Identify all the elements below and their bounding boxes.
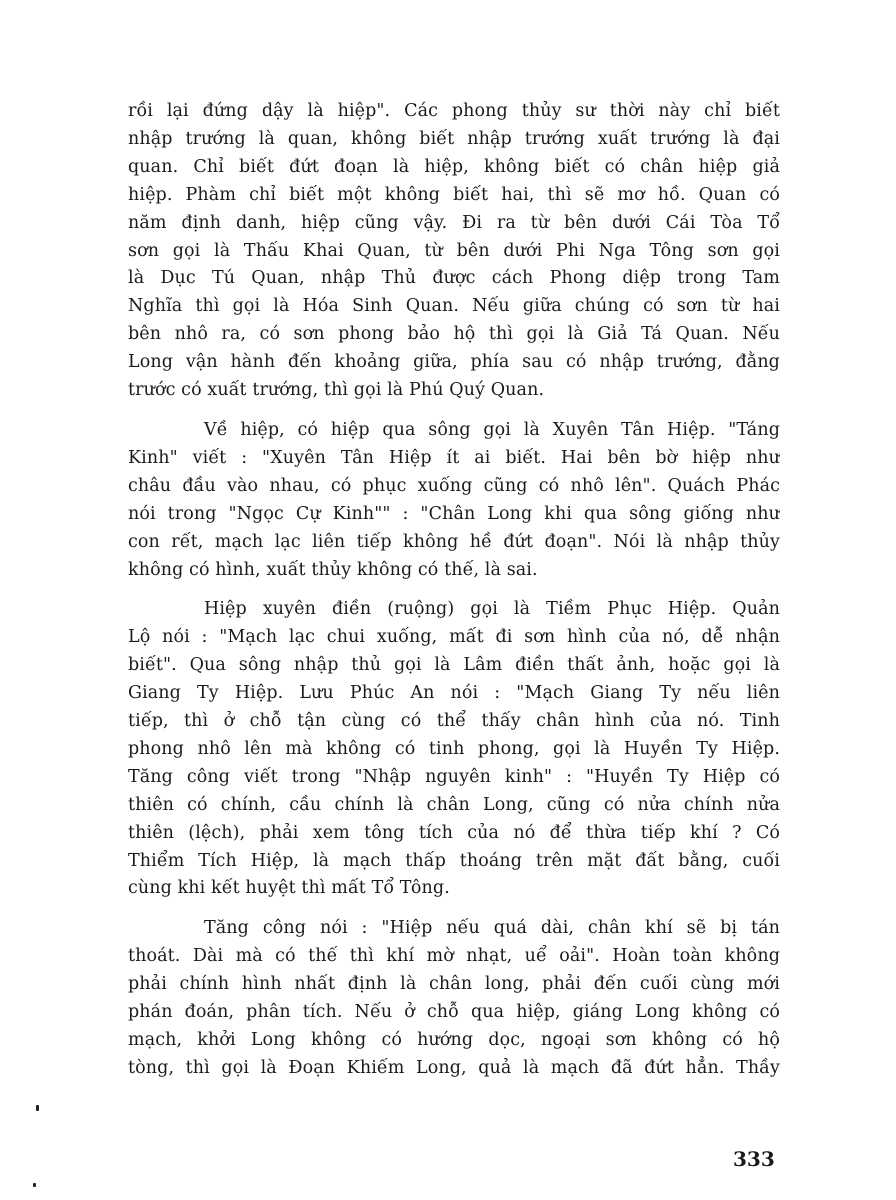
text-line: bên nhô ra, có sơn phong bảo hộ thì gọi là Giả Tá Quan. Nếu xyxy=(128,324,780,345)
text-line: thiên có chính, cầu chính là chân Long, cũng có nửa chính nửa xyxy=(128,794,780,815)
paragraph-3 xyxy=(128,596,780,903)
page-number: 333 xyxy=(733,1147,775,1171)
text-line: Tăng công nói : "Hiệp nếu quá dài, chân khí sẽ bị tán xyxy=(204,918,780,939)
text-line: Kinh" viết : "Xuyên Tân Hiệp ít ai biết. Hai bên bờ hiệp như xyxy=(128,447,780,468)
text-line: Long vận hành đến khoảng giữa, phía sau có nhập trướng, đằng xyxy=(128,352,780,373)
scan-speck xyxy=(33,1183,36,1187)
text-line: Thiểm Tích Hiệp, là mạch thấp thoáng trên mặt đất bằng, cuối xyxy=(128,850,780,871)
text-line: châu đầu vào nhau, có phục xuống cũng có nhô lên". Quách Phác xyxy=(128,475,780,496)
text-line: sơn gọi là Thấu Khai Quan, từ bên dưới Phi Nga Tông sơn gọi xyxy=(128,240,780,261)
paragraph-2 xyxy=(128,417,780,584)
page-body xyxy=(128,98,780,1095)
text-line: tiếp, thì ở chỗ tận cùng có thể thấy chân hình của nó. Tinh xyxy=(128,711,780,732)
text-line: mạch, khởi Long không có hướng dọc, ngoại sơn không có hộ xyxy=(128,1030,780,1050)
text-line: nhập trướng là quan, không biết nhập trướng xuất trướng là đại xyxy=(128,128,780,149)
text-line: biết". Qua sông nhập thủ gọi là Lâm điền thất ảnh, hoặc gọi là xyxy=(128,655,780,676)
text-line: là Dục Tú Quan, nhập Thủ được cách Phong diệp trong Tam xyxy=(128,268,780,289)
text-line: con rết, mạch lạc liên tiếp không hề đứt đoạn". Nói là nhập thủy xyxy=(128,531,780,552)
text-line: nói trong "Ngọc Cự Kinh"" : "Chân Long khi qua sông giống như xyxy=(128,503,780,524)
text-line: phong nhô lên mà không có tinh phong, gọi là Huyền Ty Hiệp. xyxy=(128,738,780,759)
text-line: Hiệp xuyên điền (ruộng) gọi là Tiềm Phục Hiệp. Quản xyxy=(204,599,780,620)
paragraph-4 xyxy=(128,915,780,1082)
text-line: hiệp. Phàm chỉ biết một không biết hai, thì sẽ mơ hồ. Quan có xyxy=(128,184,780,205)
text-line: cùng khi kết huyệt thì mất Tổ Tông. xyxy=(128,878,450,899)
text-line: Về hiệp, có hiệp qua sông gọi là Xuyên Tân Hiệp. "Táng xyxy=(204,419,780,440)
text-line: năm định danh, hiệp cũng vậy. Đi ra từ bên dưới Cái Tòa Tổ xyxy=(128,212,780,233)
text-line: Tăng công viết trong "Nhập nguyên kinh" : "Huyền Ty Hiệp có xyxy=(128,766,780,787)
scan-speck xyxy=(36,1105,39,1111)
text-line: rồi lại đứng dậy là hiệp". Các phong thủy sư thời này chỉ biết xyxy=(128,101,780,121)
text-line: quan. Chỉ biết đứt đoạn là hiệp, không biết có chân hiệp giả xyxy=(128,156,780,177)
text-line: thiên (lệch), phải xem tông tích của nó để thừa tiếp khí ? Có xyxy=(128,822,780,843)
text-line: tòng, thì gọi là Đoạn Khiếm Long, quả là mạch đã đứt hẳn. Thầy xyxy=(128,1057,780,1078)
text-line: không có hình, xuất thủy không có thế, là sai. xyxy=(128,559,538,580)
text-line: Nghĩa thì gọi là Hóa Sinh Quan. Nếu giữa chúng có sơn từ hai xyxy=(128,296,780,317)
text-line: phải chính hình nhất định là chân long, phải đến cuối cùng mới xyxy=(128,974,780,995)
text-line: trước có xuất trướng, thì gọi là Phú Quý Quan. xyxy=(128,380,545,401)
text-line: Giang Ty Hiệp. Lưu Phúc An nói : "Mạch Giang Ty nếu liên xyxy=(128,683,780,704)
text-line: Lộ nói : "Mạch lạc chui xuống, mất đi sơn hình của nó, dễ nhận xyxy=(128,627,780,648)
text-line: thoát. Dài mà có thế thì khí mờ nhạt, uể oải". Hoàn toàn không xyxy=(128,946,780,967)
paragraph-1 xyxy=(128,98,780,405)
text-line: phán đoán, phân tích. Nếu ở chỗ qua hiệp, giáng Long không có xyxy=(128,1002,780,1023)
